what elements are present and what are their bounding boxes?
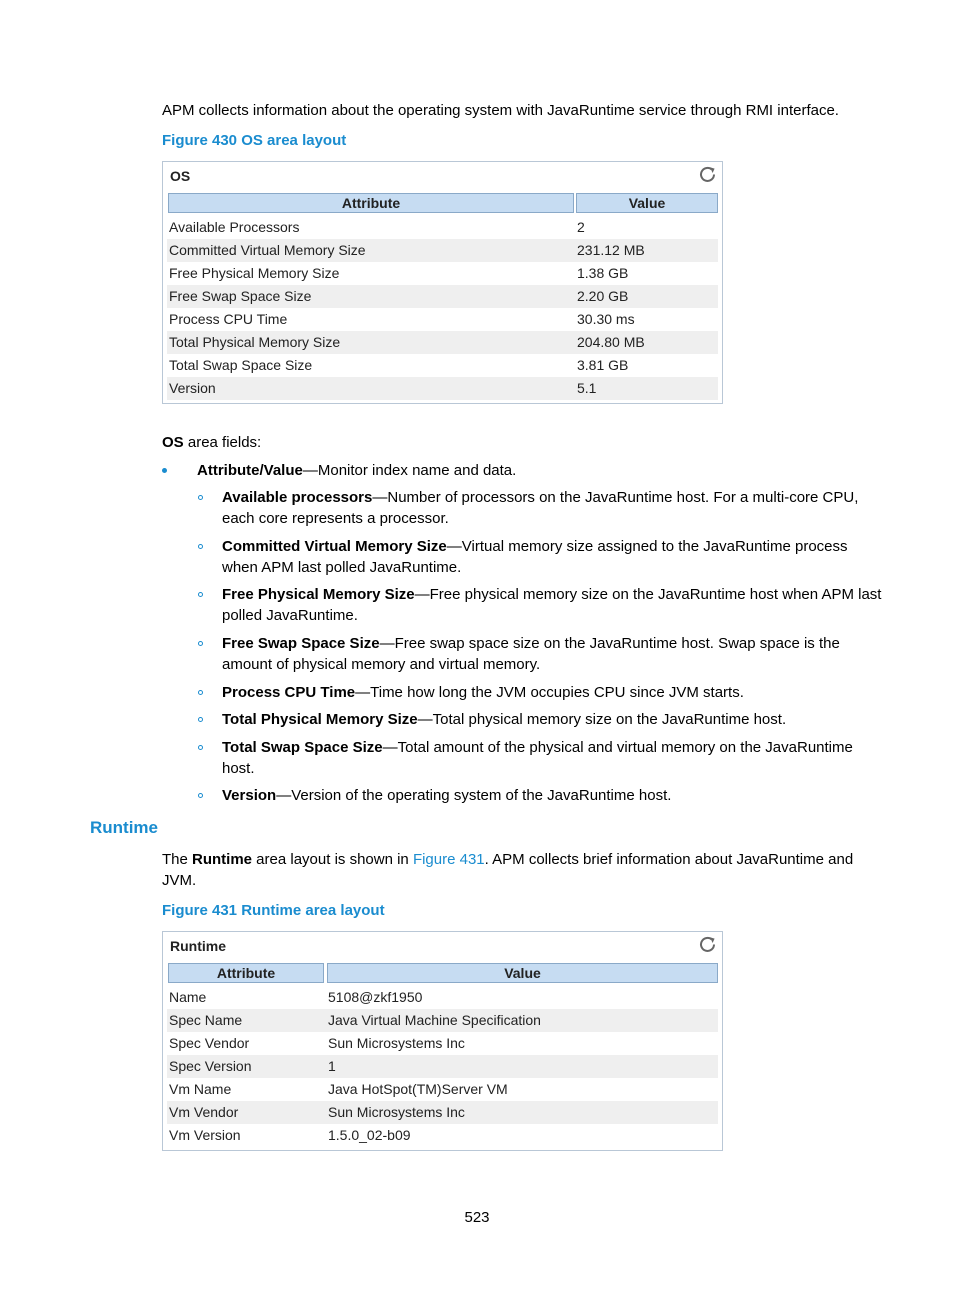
attribute-cell: Vm Vendor xyxy=(169,1104,239,1120)
table-row xyxy=(167,216,718,239)
refresh-icon[interactable] xyxy=(698,935,718,955)
sub-bullet-icon xyxy=(198,717,203,722)
value-cell: 2.20 GB xyxy=(577,288,629,304)
table-row xyxy=(167,1101,718,1124)
sub-bullet-icon xyxy=(198,544,203,549)
attribute-cell: Spec Vendor xyxy=(169,1035,250,1051)
item-term: Committed Virtual Memory Size xyxy=(222,538,447,555)
table-row xyxy=(167,1032,718,1055)
list-item xyxy=(222,584,881,626)
os-fields-lead-bold: OS xyxy=(162,434,184,451)
attribute-cell: Available Processors xyxy=(169,219,300,235)
page-number: 523 xyxy=(464,1209,490,1226)
list-item xyxy=(222,633,840,675)
list-item xyxy=(222,536,848,578)
item-term: Free Physical Memory Size xyxy=(222,586,415,603)
item-desc: —Free physical memory size on the JavaRuntime host when APM last xyxy=(414,586,882,603)
figure-431-link[interactable]: Figure 431 xyxy=(412,851,485,868)
value-cell: Java Virtual Machine Specification xyxy=(328,1012,541,1028)
value-cell: 5108@zkf1950 xyxy=(328,989,423,1005)
value-cell: 5.1 xyxy=(577,380,597,396)
item-desc: —Number of processors on the JavaRuntime host. For a multi-core CPU, xyxy=(372,489,859,506)
table-row xyxy=(167,1078,718,1101)
value-cell: 231.12 MB xyxy=(577,242,645,258)
paragraph-bold: Runtime xyxy=(192,851,253,868)
table-row xyxy=(167,262,718,285)
value-cell: 3.81 GB xyxy=(577,357,629,373)
value-cell: 1 xyxy=(328,1058,336,1074)
item-term: Free Swap Space Size xyxy=(222,635,380,652)
attribute-cell: Total Physical Memory Size xyxy=(169,334,341,350)
attribute-cell: Committed Virtual Memory Size xyxy=(169,242,366,258)
item-desc-cont: each core represents a processor. xyxy=(222,510,449,527)
attribute-value-bullet xyxy=(197,460,516,481)
paragraph-text: area layout is shown in xyxy=(252,851,413,868)
attribute-cell: Spec Version xyxy=(169,1058,252,1074)
table-row xyxy=(167,1009,718,1032)
sub-bullet-icon xyxy=(198,641,203,646)
item-desc: —Total physical memory size on the JavaRuntime host. xyxy=(417,711,787,728)
item-desc-cont: amount of physical memory and virtual memory. xyxy=(222,656,541,673)
paragraph-text: . APM collects brief information about JavaRuntime and xyxy=(484,851,854,868)
attribute-cell: Name xyxy=(169,989,207,1005)
runtime-heading: Runtime xyxy=(90,818,158,837)
sub-bullet-icon xyxy=(198,745,203,750)
table-row xyxy=(167,354,718,377)
item-term: Total Swap Space Size xyxy=(222,739,383,756)
item-term: Available processors xyxy=(222,489,373,506)
intro-text: APM collects information about the operating system with JavaRuntime service through RMI interface. xyxy=(162,102,839,119)
item-desc: —Free swap space size on the JavaRuntime host. Swap space is the xyxy=(379,635,840,652)
table-row xyxy=(167,986,718,1009)
table-row xyxy=(167,308,718,331)
attribute-column-header[interactable]: Attribute xyxy=(168,963,324,983)
value-cell: 1.38 GB xyxy=(577,265,629,281)
list-item xyxy=(222,785,671,806)
os-fields-lead-text: area fields: xyxy=(183,434,262,451)
table-row xyxy=(167,239,718,262)
item-desc: —Time how long the JVM occupies CPU since JVM starts. xyxy=(355,684,744,701)
sub-bullet-icon xyxy=(198,592,203,597)
runtime-panel-title: Runtime xyxy=(170,938,226,954)
item-term: Total Physical Memory Size xyxy=(222,711,418,728)
list-item xyxy=(222,709,786,730)
bullet-term: Attribute/Value xyxy=(197,462,303,479)
list-item xyxy=(222,737,853,779)
value-cell: Sun Microsystems Inc xyxy=(328,1035,465,1051)
value-cell: Java HotSpot(TM)Server VM xyxy=(328,1081,508,1097)
table-row xyxy=(167,331,718,354)
value-cell: 30.30 ms xyxy=(577,311,635,327)
runtime-paragraph xyxy=(162,849,872,891)
list-item xyxy=(222,682,744,703)
item-desc-cont: when APM last polled JavaRuntime. xyxy=(222,559,462,576)
bullet-dot-icon xyxy=(162,468,167,473)
attribute-cell: Total Swap Space Size xyxy=(169,357,313,373)
paragraph-text: JVM. xyxy=(162,872,197,889)
table-row xyxy=(167,285,718,308)
value-column-header[interactable]: Value xyxy=(327,963,718,983)
os-panel xyxy=(162,161,723,404)
value-cell: Sun Microsystems Inc xyxy=(328,1104,465,1120)
attribute-cell: Spec Name xyxy=(169,1012,243,1028)
attribute-cell: Free Swap Space Size xyxy=(169,288,312,304)
item-desc: —Virtual memory size assigned to the JavaRuntime process xyxy=(446,538,848,555)
bullet-desc: —Monitor index name and data. xyxy=(302,462,517,479)
value-cell: 2 xyxy=(577,219,585,235)
attribute-column-header[interactable]: Attribute xyxy=(168,193,574,213)
item-desc-cont: polled JavaRuntime. xyxy=(222,607,358,624)
sub-bullet-icon xyxy=(198,495,203,500)
paragraph-text: The xyxy=(162,851,193,868)
attribute-cell: Vm Version xyxy=(169,1127,241,1143)
item-term: Process CPU Time xyxy=(222,684,356,701)
item-desc: —Total amount of the physical and virtual memory on the JavaRuntime xyxy=(382,739,853,756)
attribute-cell: Version xyxy=(169,380,216,396)
os-panel-title: OS xyxy=(170,168,191,184)
attribute-cell: Process CPU Time xyxy=(169,311,288,327)
value-cell: 1.5.0_02-b09 xyxy=(328,1127,411,1143)
item-desc: —Version of the operating system of the JavaRuntime host. xyxy=(276,787,672,804)
attribute-cell: Free Physical Memory Size xyxy=(169,265,340,281)
runtime-panel xyxy=(162,931,723,1151)
list-item xyxy=(222,487,858,529)
value-column-header[interactable]: Value xyxy=(576,193,718,213)
sub-bullet-icon xyxy=(198,793,203,798)
item-desc-cont: host. xyxy=(222,760,255,777)
attribute-cell: Vm Name xyxy=(169,1081,232,1097)
os-fields-lead xyxy=(162,432,261,453)
figure-431-caption: Figure 431 Runtime area layout xyxy=(162,902,385,919)
table-row xyxy=(167,1055,718,1078)
sub-bullet-icon xyxy=(198,690,203,695)
table-row xyxy=(167,377,718,400)
item-term: Version xyxy=(222,787,277,804)
figure-430-caption: Figure 430 OS area layout xyxy=(162,132,347,149)
table-row xyxy=(167,1124,718,1147)
refresh-icon[interactable] xyxy=(698,165,718,185)
value-cell: 204.80 MB xyxy=(577,334,645,350)
